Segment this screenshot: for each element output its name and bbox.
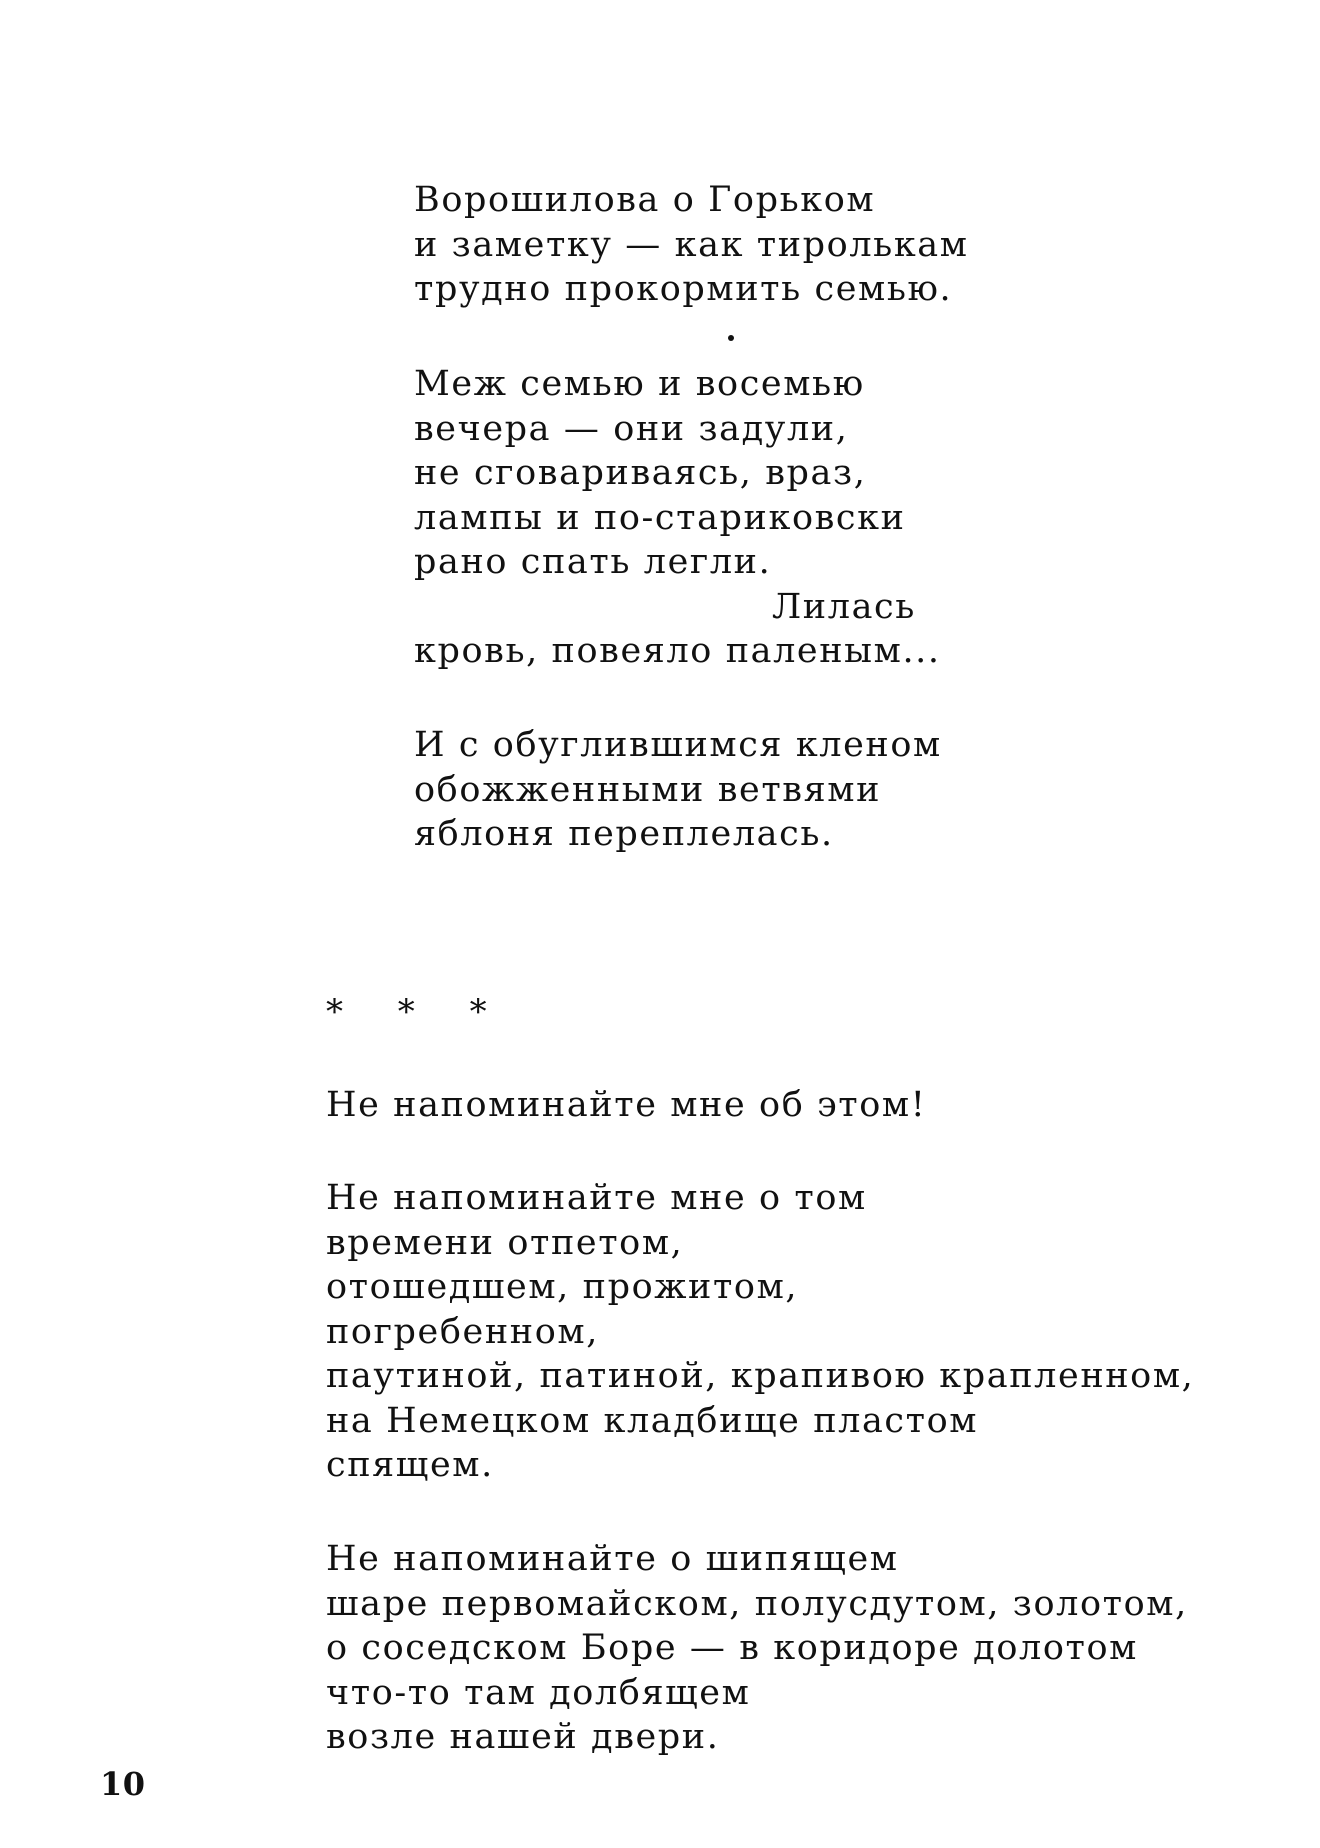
poem-line: времени отпетом,	[326, 1222, 684, 1263]
poem-line-indented: Лилась	[772, 586, 916, 627]
poem-line: погребенном,	[326, 1311, 599, 1352]
poem-line: лампы и по-стариковски	[414, 497, 906, 538]
poem-line: не сговариваясь, враз,	[414, 453, 867, 493]
poem-stanza	[414, 178, 969, 312]
poem-line: шаре первомайском, полусдутом, золотом,	[326, 1583, 1188, 1624]
poem-stanza	[326, 1176, 1194, 1488]
poem-line: рано спать легли.	[414, 542, 772, 582]
poem-line: кровь, повеяло паленым...	[414, 631, 941, 671]
stray-dot-mark	[728, 335, 734, 341]
poem-stanza	[326, 1083, 926, 1128]
poem-stanza	[414, 362, 941, 674]
poem-line: Меж семью и восемью	[414, 364, 865, 404]
poem-line: яблоня переплелась.	[414, 814, 834, 854]
poem-line: Не напоминайте мне о том	[326, 1178, 867, 1218]
poem-line: и заметку — как тиролькам	[414, 224, 969, 265]
poem-line: И с обуглившимся кленом	[414, 725, 942, 765]
poem-line: возле нашей двери.	[326, 1717, 720, 1757]
poem-line: отошедшем, прожитом,	[326, 1267, 799, 1307]
page-number: 10	[100, 1765, 146, 1803]
poem-line: вечера — они задули,	[414, 408, 849, 449]
poem-line: о соседском Боре — в коридоре долотом	[326, 1628, 1138, 1668]
poem-stanza	[414, 723, 942, 857]
poem-line: на Немецком кладбище пластом	[326, 1400, 979, 1441]
poem-line: спящем.	[326, 1445, 494, 1485]
poem-line: трудно прокормить семью.	[414, 269, 953, 309]
poem-stanza	[326, 1537, 1188, 1760]
poem-line: что-то там долбящем	[326, 1672, 751, 1713]
poem-line: Не напоминайте о шипящем	[326, 1539, 899, 1579]
poem-line: обожженными ветвями	[414, 769, 882, 810]
poem-line: Ворошилова о Горьком	[414, 180, 876, 220]
poem-line: паутиной, патиной, крапивою крапленном,	[326, 1356, 1195, 1396]
poem-separator: * * *	[326, 992, 509, 1032]
poem-line: Не напоминайте мне об этом!	[326, 1085, 927, 1125]
